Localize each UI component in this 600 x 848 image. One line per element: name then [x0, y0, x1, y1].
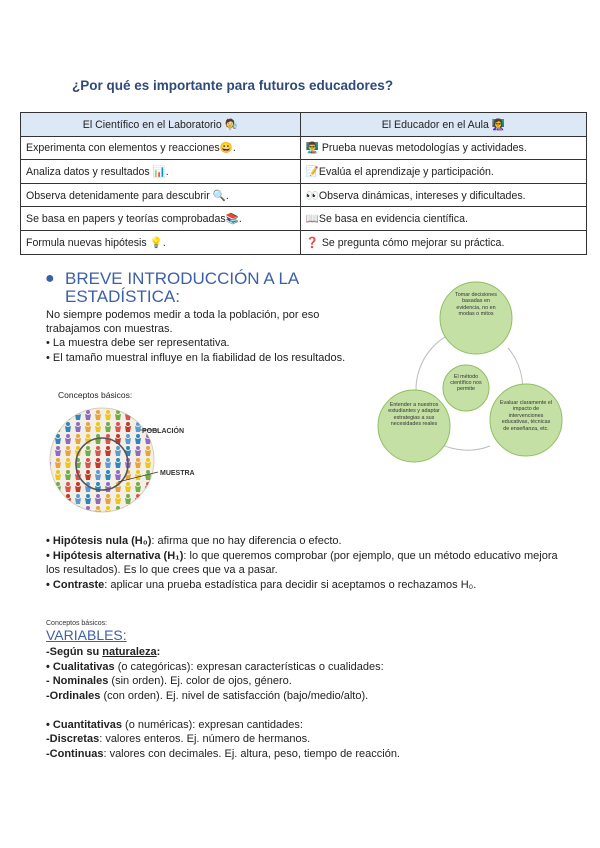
person-figure — [45, 506, 51, 516]
person-figure — [125, 506, 131, 516]
table-header-educator: El Educador en el Aula 👩‍🏫 — [300, 113, 586, 137]
person-figure — [55, 410, 61, 420]
variable-desc: (o numéricas): expresan cantidades: — [121, 718, 303, 731]
intro-line: No siempre podemos medir a toda la población, por eso trabajamos con muestras. — [46, 309, 320, 336]
person-figure — [45, 434, 51, 444]
variables-heading: VARIABLES: — [46, 627, 127, 643]
person-figure — [55, 422, 61, 432]
sample-label: MUESTRA — [160, 470, 195, 477]
table-cell: 📝Evalúa el aprendizaje y participación. — [300, 160, 586, 184]
table-row — [21, 207, 587, 231]
person-figure — [45, 470, 51, 480]
scientific-method-cycle — [358, 278, 584, 472]
intro-heading-text: BREVE INTRODUCCIÓN A LA ESTADÍSTICA: — [65, 269, 299, 306]
variables-section — [46, 620, 566, 761]
hypothesis-term: • Hipótesis alternativa (H₁) — [46, 549, 184, 562]
hypothesis-item — [46, 534, 566, 549]
table-cell: Se basa en papers y teorías comprobadas📚. — [21, 207, 301, 231]
hypothesis-term: • Contraste — [46, 578, 105, 591]
intro-heading — [46, 270, 305, 306]
hypothesis-desc: : lo que queremos comprobar (por ejemplo, que un método educativo mejora los resultados). Es lo que crees que va a pasar. — [46, 549, 558, 576]
person-figure — [155, 410, 161, 420]
variable-item — [46, 718, 566, 733]
subheading-prefix: -Según su — [46, 646, 103, 658]
variables-subheading — [46, 645, 566, 660]
variable-desc: : valores enteros. Ej. número de hermanos. — [99, 733, 311, 745]
intro-text — [46, 308, 362, 365]
person-figure — [135, 506, 141, 516]
table-cell: 👨‍🏫 Prueba nuevas metodologías y actividades. — [300, 136, 586, 160]
hypothesis-desc: : afirma que no hay diferencia o efecto. — [151, 535, 342, 547]
person-figure — [45, 422, 51, 432]
table-cell: ❓ Se pregunta cómo mejorar su práctica. — [300, 230, 586, 254]
table-cell: 👀Observa dinámicas, intereses y dificultades. — [300, 183, 586, 207]
hypothesis-term: • Hipótesis nula (H₀) — [46, 535, 152, 547]
table-row — [21, 160, 587, 184]
table-cell: Experimenta con elementos y reacciones😀. — [21, 136, 301, 160]
person-figure — [55, 494, 61, 504]
person-figure — [45, 410, 51, 420]
variable-desc: (sin orden). Ej. color de ojos, género. — [108, 675, 292, 687]
page-heading: ¿Por qué es importante para futuros educadores? — [72, 78, 394, 93]
cycle-node-text: Evaluar claramente el impacto de intervenciones educativas, técnicas de enseñanza, etc. — [499, 400, 553, 432]
population-sample-illustration — [40, 404, 220, 516]
cycle-center-text: El método científico nos permite — [450, 374, 482, 393]
variable-desc: (con orden). Ej. nivel de satisfacción (bajo/medio/alto). — [100, 689, 369, 702]
person-figure — [155, 506, 161, 516]
population-label: POBLACIÓN — [142, 428, 184, 435]
hypothesis-item — [46, 578, 566, 593]
subheading-suffix: : — [156, 646, 161, 658]
variable-item — [46, 732, 566, 747]
person-figure — [145, 410, 151, 420]
variable-desc: : valores con decimales. Ej. altura, peso, tiempo de reacción. — [103, 747, 400, 760]
person-figure — [155, 458, 161, 468]
person-figure — [155, 434, 161, 444]
table-header-row — [21, 113, 587, 137]
variable-term: -Continuas — [46, 747, 104, 760]
intro-line: • La muestra debe ser representativa. — [46, 337, 230, 350]
table-row — [21, 183, 587, 207]
person-figure — [125, 410, 131, 420]
variable-item — [46, 674, 566, 689]
table-cell: Analiza datos y resultados 📊. — [21, 160, 301, 184]
table-row — [21, 230, 587, 254]
cycle-node-text: Tomar decisiones basadas en evidencia, no en modas o mitos — [455, 292, 497, 318]
person-figure — [135, 410, 141, 420]
hypothesis-desc: : aplicar una prueba estadística para decidir si aceptamos o rechazamos H₀. — [104, 578, 477, 591]
variable-term: -Discretas — [46, 733, 100, 745]
table-row — [21, 136, 587, 160]
variable-item — [46, 660, 566, 675]
cycle-node-text: Entender a nuestros estudiantes y adaptar estrategias a sus necesidades reales — [388, 402, 440, 428]
person-figure — [55, 506, 61, 516]
hypothesis-item — [46, 549, 566, 578]
table-header-scientist: El Científico en el Laboratorio 🧑‍🔬 — [21, 113, 301, 137]
concepts-label: Conceptos básicos: — [58, 390, 133, 400]
table-cell: 📖Se basa en evidencia científica. — [300, 207, 586, 231]
variable-desc: (o categóricas): expresan características o cualidades: — [114, 660, 384, 673]
person-figure — [155, 482, 161, 492]
variable-term: - Nominales — [46, 675, 109, 687]
person-figure — [155, 446, 161, 456]
person-figure — [155, 494, 161, 504]
comparison-table — [20, 112, 587, 255]
subheading-word: naturaleza — [102, 646, 157, 658]
person-figure — [145, 506, 151, 516]
person-figure — [65, 506, 71, 516]
variable-term: -Ordinales — [46, 689, 101, 702]
hypothesis-section — [46, 534, 566, 592]
table-cell: Formula nuevas hipótesis 💡. — [21, 230, 301, 254]
variables-concepts-label: Conceptos básicos: — [46, 620, 108, 627]
variable-term: • Cualitativas — [46, 660, 115, 673]
variable-item — [46, 747, 566, 762]
person-figure — [45, 482, 51, 492]
table-cell: Observa detenidamente para descubrir 🔍. — [21, 183, 301, 207]
variable-term: • Cuantitativas — [46, 718, 122, 731]
person-figure — [145, 494, 151, 504]
bullet-dot-icon: ● — [45, 270, 55, 287]
variable-item — [46, 689, 566, 704]
intro-line: • El tamaño muestral influye en la fiabilidad de los resultados. — [46, 351, 346, 364]
person-figure — [45, 494, 51, 504]
